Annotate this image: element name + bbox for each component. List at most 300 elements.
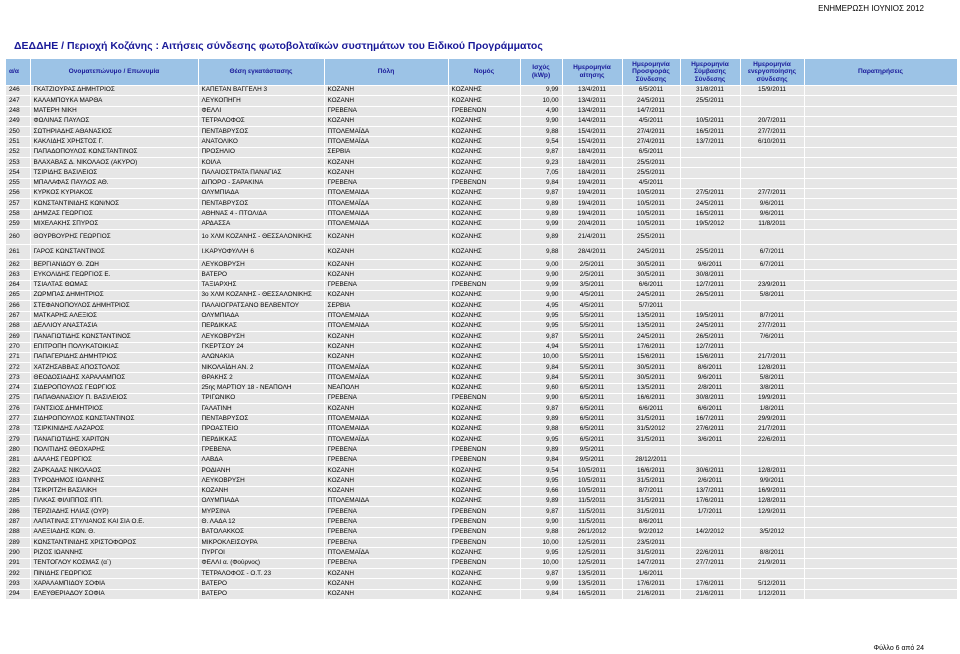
- row-remarks: [804, 579, 957, 589]
- row-city: ΠΤΟΛΕΜΑΪΔΑ: [324, 435, 448, 445]
- row-activation-date: 12/9/2011: [740, 507, 804, 517]
- row-prefecture: ΚΟΖΑΝΗΣ: [448, 127, 520, 137]
- row-contract-date: 17/6/2011: [680, 579, 740, 589]
- row-city: ΠΤΟΛΕΜΑΪΔΑ: [324, 137, 448, 147]
- row-name: ΠΟΛΙΤΙΔΗΣ ΘΕΟΧΑΡΗΣ: [30, 445, 198, 455]
- row-number: 281: [6, 455, 30, 465]
- row-contract-date: 27/5/2011: [680, 188, 740, 198]
- row-remarks: [804, 394, 957, 404]
- row-activation-date: 21/7/2011: [740, 424, 804, 434]
- row-location: ΛΕΥΚΟΠΗΓΗ: [198, 96, 324, 106]
- row-power: 9,95: [520, 321, 562, 331]
- row-application-date: 10/5/2011: [562, 476, 622, 486]
- row-prefecture: ΚΟΖΑΝΗΣ: [448, 404, 520, 414]
- row-location: ΟΛΥΜΠΙΑΔΑ: [198, 311, 324, 321]
- row-power: 4,95: [520, 301, 562, 311]
- row-activation-date: [740, 301, 804, 311]
- row-number: 275: [6, 394, 30, 404]
- table-row: [6, 86, 957, 96]
- row-location: ΠΑΛΑΙΟΣΤΡΑΤΑ ΠΑΝΑΓΙΑΣ: [198, 168, 324, 178]
- row-application-date: 19/4/2011: [562, 178, 622, 188]
- row-number: 292: [6, 569, 30, 579]
- row-location: ΚΑΠΕΤΑΝ ΒΑΓΓΕΛΗ 3: [198, 86, 324, 96]
- row-activation-date: 1/12/2011: [740, 589, 804, 599]
- table-row: [6, 178, 957, 188]
- row-activation-date: 21/9/2011: [740, 558, 804, 568]
- row-prefecture: ΚΟΖΑΝΗΣ: [448, 158, 520, 168]
- row-activation-date: 1/8/2011: [740, 404, 804, 414]
- row-number: 252: [6, 147, 30, 157]
- row-activation-date: [740, 342, 804, 352]
- row-prefecture: ΚΟΖΑΝΗΣ: [448, 383, 520, 393]
- row-name: ΣΤΕΦΑΝΟΠΟΥΛΟΣ ΔΗΜΗΤΡΙΟΣ: [30, 301, 198, 311]
- row-number: 285: [6, 496, 30, 506]
- row-prefecture: ΚΟΖΑΝΗΣ: [448, 435, 520, 445]
- row-application-date: 21/4/2011: [562, 230, 622, 245]
- row-activation-date: 7/6/2011: [740, 332, 804, 342]
- table-row: [6, 414, 957, 424]
- row-activation-date: [740, 147, 804, 157]
- col-header-offer-date: Ημερομηνία Προσφοράς Σύνδεσης: [622, 59, 680, 86]
- row-number: 283: [6, 476, 30, 486]
- row-application-date: 2/5/2011: [562, 270, 622, 280]
- row-city: ΓΡΕΒΕΝΑ: [324, 445, 448, 455]
- table-row: [6, 199, 957, 209]
- row-activation-date: [740, 538, 804, 548]
- row-city: ΓΡΕΒΕΝΑ: [324, 394, 448, 404]
- row-offer-date: 10/5/2011: [622, 219, 680, 229]
- row-power: 9,89: [520, 414, 562, 424]
- row-activation-date: 5/8/2011: [740, 373, 804, 383]
- row-remarks: [804, 507, 957, 517]
- row-prefecture: ΓΡΕΒΕΝΩΝ: [448, 538, 520, 548]
- row-activation-date: 3/5/2012: [740, 527, 804, 537]
- table-row: [6, 455, 957, 465]
- row-number: 286: [6, 507, 30, 517]
- row-offer-date: 21/6/2011: [622, 589, 680, 599]
- row-remarks: [804, 404, 957, 414]
- col-header-city: Πόλη: [324, 59, 448, 86]
- row-power: 9,88: [520, 245, 562, 260]
- row-location: ΑΛΩΝΑΚΙΑ: [198, 352, 324, 362]
- row-activation-date: 6/7/2011: [740, 260, 804, 270]
- row-remarks: [804, 321, 957, 331]
- row-power: 9,60: [520, 383, 562, 393]
- row-prefecture: ΚΟΖΑΝΗΣ: [448, 199, 520, 209]
- row-application-date: 5/5/2011: [562, 342, 622, 352]
- row-power: 9,99: [520, 219, 562, 229]
- row-number: 287: [6, 517, 30, 527]
- row-location: ΠΑΛΑΙΟΓΡΑΤΣΑΝΟ ΒΕΛΒΕΝΤΟΥ: [198, 301, 324, 311]
- row-contract-date: [680, 158, 740, 168]
- row-remarks: [804, 137, 957, 147]
- row-prefecture: ΚΟΖΑΝΗΣ: [448, 424, 520, 434]
- row-application-date: 13/4/2011: [562, 106, 622, 116]
- row-number: 259: [6, 219, 30, 229]
- table-row: [6, 321, 957, 331]
- row-activation-date: 15/9/2011: [740, 86, 804, 96]
- row-location: ΓΑΛΑΤΙΝΗ: [198, 404, 324, 414]
- row-prefecture: ΚΟΖΑΝΗΣ: [448, 332, 520, 342]
- row-offer-date: 10/5/2011: [622, 199, 680, 209]
- table-row: [6, 270, 957, 280]
- row-offer-date: 6/6/2011: [622, 280, 680, 290]
- row-offer-date: 30/5/2011: [622, 260, 680, 270]
- row-name: ΘΕΟΔΟΣΙΑΔΗΣ ΧΑΡΑΛΑΜΠΟΣ: [30, 373, 198, 383]
- row-prefecture: ΚΟΖΑΝΗΣ: [448, 548, 520, 558]
- row-name: ΠΙΝΙΔΗΣ ΓΕΩΡΓΙΟΣ: [30, 569, 198, 579]
- row-offer-date: 31/5/2011: [622, 548, 680, 558]
- row-power: 9,90: [520, 291, 562, 301]
- table-row: [6, 342, 957, 352]
- row-application-date: 18/4/2011: [562, 168, 622, 178]
- row-number: 247: [6, 96, 30, 106]
- row-remarks: [804, 455, 957, 465]
- row-number: 270: [6, 342, 30, 352]
- row-name: ΔΑΛΑΗΣ ΓΕΩΡΓΙΟΣ: [30, 455, 198, 465]
- row-name: ΔΕΛΛΙΟΥ ΑΝΑΣΤΑΣΙΑ: [30, 321, 198, 331]
- row-prefecture: ΓΡΕΒΕΝΩΝ: [448, 507, 520, 517]
- row-prefecture: ΚΟΖΑΝΗΣ: [448, 579, 520, 589]
- row-name: ΛΑΠΑΤΙΝΑΣ ΣΤΥΛΙΑΝΟΣ ΚΑΙ ΣΙΑ Ο.Ε.: [30, 517, 198, 527]
- row-name: ΠΑΠΑΘΑΝΑΣΙΟΥ Π. ΒΑΣΙΛΕΙΟΣ: [30, 394, 198, 404]
- table-row: [6, 404, 957, 414]
- row-remarks: [804, 178, 957, 188]
- row-name: ΤΣΙΑΛΤΑΣ ΘΩΜΑΣ: [30, 280, 198, 290]
- row-remarks: [804, 538, 957, 548]
- row-application-date: 18/4/2011: [562, 147, 622, 157]
- row-offer-date: 13/5/2011: [622, 311, 680, 321]
- row-prefecture: ΓΡΕΒΕΝΩΝ: [448, 558, 520, 568]
- row-city: ΚΟΖΑΝΗ: [324, 96, 448, 106]
- row-number: 279: [6, 435, 30, 445]
- row-contract-date: 21/6/2011: [680, 589, 740, 599]
- row-prefecture: ΚΟΖΑΝΗΣ: [448, 86, 520, 96]
- row-remarks: [804, 342, 957, 352]
- row-prefecture: ΚΟΖΑΝΗΣ: [448, 137, 520, 147]
- header-row: [6, 59, 957, 86]
- col-header-activation-date: Ημερομηνία ενεργοποίησης σύνδεσης: [740, 59, 804, 86]
- row-power: 9,87: [520, 147, 562, 157]
- row-power: 9,90: [520, 394, 562, 404]
- row-remarks: [804, 383, 957, 393]
- row-contract-date: [680, 445, 740, 455]
- row-remarks: [804, 116, 957, 126]
- row-name: ΓΑΡΟΣ ΚΩΝΣΤΑΝΤΙΝΟΣ: [30, 245, 198, 260]
- row-contract-date: 26/5/2011: [680, 291, 740, 301]
- row-activation-date: 12/8/2011: [740, 363, 804, 373]
- row-power: 9,95: [520, 476, 562, 486]
- row-location: ΒΑΤΕΡΟ: [198, 579, 324, 589]
- row-contract-date: 15/6/2011: [680, 352, 740, 362]
- row-name: ΣΩΤΗΡΙΑΔΗΣ ΑΘΑΝΑΣΙΟΣ: [30, 127, 198, 137]
- row-contract-date: 26/5/2011: [680, 332, 740, 342]
- row-activation-date: 27/7/2011: [740, 321, 804, 331]
- table-row: [6, 548, 957, 558]
- table-row: [6, 332, 957, 342]
- row-prefecture: ΚΟΖΑΝΗΣ: [448, 414, 520, 424]
- row-name: ΣΙΔΗΡΟΠΟΥΛΟΣ ΚΩΝΣΤΑΝΤΙΝΟΣ: [30, 414, 198, 424]
- row-remarks: [804, 230, 957, 245]
- row-power: 9,84: [520, 455, 562, 465]
- row-city: ΓΡΕΒΕΝΑ: [324, 507, 448, 517]
- row-application-date: 26/1/2012: [562, 527, 622, 537]
- row-remarks: [804, 569, 957, 579]
- row-power: 9,89: [520, 230, 562, 245]
- row-offer-date: [622, 445, 680, 455]
- row-prefecture: ΚΟΖΑΝΗΣ: [448, 270, 520, 280]
- row-contract-date: 9/6/2011: [680, 260, 740, 270]
- row-city: ΣΕΡΒΙΑ: [324, 147, 448, 157]
- row-number: 276: [6, 404, 30, 414]
- row-location: ΜΥΡΣΙΝΑ: [198, 507, 324, 517]
- row-number: 284: [6, 486, 30, 496]
- row-remarks: [804, 86, 957, 96]
- table-row: [6, 188, 957, 198]
- table-row: [6, 363, 957, 373]
- table-row: [6, 476, 957, 486]
- row-offer-date: 30/5/2011: [622, 373, 680, 383]
- row-activation-date: 27/7/2011: [740, 127, 804, 137]
- row-power: 9,95: [520, 548, 562, 558]
- row-prefecture: ΚΟΖΑΝΗΣ: [448, 496, 520, 506]
- row-number: 294: [6, 589, 30, 599]
- row-remarks: [804, 106, 957, 116]
- row-contract-date: [680, 106, 740, 116]
- row-application-date: 6/5/2011: [562, 394, 622, 404]
- row-contract-date: 9/6/2011: [680, 373, 740, 383]
- row-prefecture: ΓΡΕΒΕΝΩΝ: [448, 445, 520, 455]
- row-location: ΠΡΟΑΣΤΕΙΟ: [198, 424, 324, 434]
- row-name: ΜΙΧΕΛΑΚΗΣ ΣΠΥΡΟΣ: [30, 219, 198, 229]
- row-application-date: 11/5/2011: [562, 496, 622, 506]
- row-location: ΒΑΤΕΡΟ: [198, 270, 324, 280]
- row-city: ΝΕΑΠΟΛΗ: [324, 383, 448, 393]
- table-row: [6, 291, 957, 301]
- row-city: ΚΟΖΑΝΗ: [324, 466, 448, 476]
- row-power: 9,87: [520, 569, 562, 579]
- row-contract-date: 19/5/2011: [680, 311, 740, 321]
- row-power: 9,89: [520, 209, 562, 219]
- row-number: 266: [6, 301, 30, 311]
- row-contract-date: [680, 147, 740, 157]
- row-remarks: [804, 496, 957, 506]
- row-name: ΕΛΕΥΘΕΡΙΑΔΟΥ ΣΟΦΙΑ: [30, 589, 198, 599]
- row-contract-date: [680, 178, 740, 188]
- row-remarks: [804, 168, 957, 178]
- row-number: 263: [6, 270, 30, 280]
- row-offer-date: 30/5/2011: [622, 363, 680, 373]
- table-row: [6, 116, 957, 126]
- row-contract-date: 2/6/2011: [680, 476, 740, 486]
- row-activation-date: 6/7/2011: [740, 245, 804, 260]
- row-contract-date: [680, 455, 740, 465]
- row-power: 9,87: [520, 404, 562, 414]
- row-offer-date: 14/7/2011: [622, 558, 680, 568]
- row-number: 288: [6, 527, 30, 537]
- row-power: 7,05: [520, 168, 562, 178]
- row-activation-date: 12/8/2011: [740, 496, 804, 506]
- row-location: ΠΡΟΣΗΛΙΟ: [198, 147, 324, 157]
- row-location: ΦΕΛΛΙ α. (Φούρνος): [198, 558, 324, 568]
- row-activation-date: 11/8/2011: [740, 219, 804, 229]
- row-name: ΔΗΜΖΑΣ ΓΕΩΡΓΙΟΣ: [30, 209, 198, 219]
- row-offer-date: 17/6/2011: [622, 342, 680, 352]
- row-offer-date: 4/5/2011: [622, 116, 680, 126]
- row-contract-date: 6/6/2011: [680, 404, 740, 414]
- row-remarks: [804, 414, 957, 424]
- row-activation-date: 9/6/2011: [740, 209, 804, 219]
- row-location: ΤΑΞΙΑΡΧΗΣ: [198, 280, 324, 290]
- row-city: ΚΟΖΑΝΗ: [324, 404, 448, 414]
- row-application-date: 19/4/2011: [562, 209, 622, 219]
- row-number: 246: [6, 86, 30, 96]
- row-application-date: 6/5/2011: [562, 383, 622, 393]
- row-remarks: [804, 332, 957, 342]
- table-row: [6, 147, 957, 157]
- row-prefecture: ΓΡΕΒΕΝΩΝ: [448, 527, 520, 537]
- row-name: ΒΕΡΓΙΑΝΙΔΟΥ Θ. ΖΩΗ: [30, 260, 198, 270]
- row-location: ΛΕΥΚΟΒΡΥΣΗ: [198, 332, 324, 342]
- row-application-date: 5/5/2011: [562, 321, 622, 331]
- row-name: ΑΛΕΞΙΑΔΗΣ ΚΩΝ. Θ.: [30, 527, 198, 537]
- row-city: ΠΤΟΛΕΜΑΪΔΑ: [324, 311, 448, 321]
- row-offer-date: 24/5/2011: [622, 96, 680, 106]
- row-activation-date: 20/7/2011: [740, 116, 804, 126]
- row-prefecture: ΚΟΖΑΝΗΣ: [448, 168, 520, 178]
- row-remarks: [804, 291, 957, 301]
- row-name: ΓΚΑΤΖΙΟΥΡΑΣ ΔΗΜΗΤΡΙΟΣ: [30, 86, 198, 96]
- row-prefecture: ΓΡΕΒΕΝΩΝ: [448, 106, 520, 116]
- row-location: 3ο ΧΛΜ ΚΟΖΑΝΗΣ - ΘΕΣΣΑΛΟΝΙΚΗΣ: [198, 291, 324, 301]
- row-activation-date: 16/9/2011: [740, 486, 804, 496]
- row-power: 9,90: [520, 270, 562, 280]
- row-activation-date: 8/7/2011: [740, 311, 804, 321]
- row-number: 262: [6, 260, 30, 270]
- row-remarks: [804, 527, 957, 537]
- row-prefecture: ΚΟΖΑΝΗΣ: [448, 486, 520, 496]
- row-number: 273: [6, 373, 30, 383]
- row-activation-date: 9/9/2011: [740, 476, 804, 486]
- row-name: ΡΙΖΟΣ ΙΩΑΝΝΗΣ: [30, 548, 198, 558]
- row-location: ΑΡΔΑΣΣΑ: [198, 219, 324, 229]
- row-offer-date: 24/5/2011: [622, 245, 680, 260]
- row-offer-date: 16/6/2011: [622, 466, 680, 476]
- row-location: ΠΕΡΔΙΚΚΑΣ: [198, 321, 324, 331]
- row-city: ΓΡΕΒΕΝΑ: [324, 538, 448, 548]
- table-row: [6, 219, 957, 229]
- row-location: ΤΕΤΡΑΛΟΦΟΣ - Ο.Τ. 23: [198, 569, 324, 579]
- row-location: ΛΕΥΚΟΒΡΥΣΗ: [198, 260, 324, 270]
- row-contract-date: 10/5/2011: [680, 116, 740, 126]
- row-remarks: [804, 435, 957, 445]
- row-application-date: 6/5/2011: [562, 435, 622, 445]
- row-location: ΦΕΛΛΙ: [198, 106, 324, 116]
- row-contract-date: 24/5/2011: [680, 321, 740, 331]
- table-row: [6, 569, 957, 579]
- row-application-date: 10/5/2011: [562, 486, 622, 496]
- row-number: 249: [6, 116, 30, 126]
- row-number: 250: [6, 127, 30, 137]
- table-row: [6, 383, 957, 393]
- row-number: 260: [6, 230, 30, 245]
- row-number: 257: [6, 199, 30, 209]
- row-location: ΤΡΙΓΩΝΙΚΟ: [198, 394, 324, 404]
- row-location: ΚΟΙΛΑ: [198, 158, 324, 168]
- row-city: ΠΤΟΛΕΜΑΪΔΑ: [324, 209, 448, 219]
- row-number: 274: [6, 383, 30, 393]
- row-power: 9,54: [520, 466, 562, 476]
- row-city: ΚΟΖΑΝΗ: [324, 476, 448, 486]
- row-remarks: [804, 188, 957, 198]
- row-power: 4,90: [520, 106, 562, 116]
- row-application-date: 12/5/2011: [562, 558, 622, 568]
- row-activation-date: [740, 178, 804, 188]
- row-location: ΤΕΤΡΑΛΟΦΟΣ: [198, 116, 324, 126]
- row-city: ΚΟΖΑΝΗ: [324, 589, 448, 599]
- table-row: [6, 280, 957, 290]
- row-number: 280: [6, 445, 30, 455]
- row-application-date: 3/5/2011: [562, 280, 622, 290]
- row-name: ΜΠΑΛΑΦΑΣ ΠΑΥΛΟΣ ΑΘ.: [30, 178, 198, 188]
- row-power: 9,88: [520, 424, 562, 434]
- row-prefecture: ΚΟΖΑΝΗΣ: [448, 230, 520, 245]
- row-activation-date: [740, 517, 804, 527]
- row-remarks: [804, 486, 957, 496]
- row-offer-date: 24/5/2011: [622, 291, 680, 301]
- table-row: [6, 466, 957, 476]
- row-number: 261: [6, 245, 30, 260]
- row-activation-date: [740, 168, 804, 178]
- row-activation-date: 29/9/2011: [740, 414, 804, 424]
- row-application-date: 13/4/2011: [562, 86, 622, 96]
- row-power: 9,90: [520, 517, 562, 527]
- row-name: ΚΥΡΚΟΣ ΚΥΡΙΑΚΟΣ: [30, 188, 198, 198]
- row-number: 253: [6, 158, 30, 168]
- row-number: 248: [6, 106, 30, 116]
- row-location: ΠΕΝΤΑΒΡΥΣΟΣ: [198, 127, 324, 137]
- row-contract-date: [680, 538, 740, 548]
- row-remarks: [804, 209, 957, 219]
- row-contract-date: 13/7/2011: [680, 137, 740, 147]
- row-name: ΤΕΝΤΟΓΛΟΥ ΚΟΣΜΑΣ (α΄): [30, 558, 198, 568]
- row-power: 10,00: [520, 538, 562, 548]
- row-application-date: 13/4/2011: [562, 96, 622, 106]
- row-number: 256: [6, 188, 30, 198]
- row-offer-date: 10/5/2011: [622, 188, 680, 198]
- row-number: 278: [6, 424, 30, 434]
- row-power: 9,84: [520, 178, 562, 188]
- row-application-date: 12/5/2011: [562, 548, 622, 558]
- table-row: [6, 486, 957, 496]
- row-application-date: 11/5/2011: [562, 507, 622, 517]
- row-name: ΠΑΠΑΔΟΠΟΥΛΟΣ ΚΩΝΣΤΑΝΤΙΝΟΣ: [30, 147, 198, 157]
- row-name: ΤΣΙΚΡΙΤΖΗ ΒΑΣΙΛΙΚΗ: [30, 486, 198, 496]
- row-offer-date: 5/7/2011: [622, 301, 680, 311]
- row-name: ΕΥΚΟΛΙΔΗΣ ΓΕΩΡΓΙΟΣ Ε.: [30, 270, 198, 280]
- row-remarks: [804, 363, 957, 373]
- row-name: ΖΑΡΚΑΔΑΣ ΝΙΚΟΛΑΟΣ: [30, 466, 198, 476]
- row-application-date: 5/5/2011: [562, 363, 622, 373]
- row-contract-date: 12/7/2011: [680, 280, 740, 290]
- row-location: Θ. ΛΑΔΑ 12: [198, 517, 324, 527]
- row-number: 272: [6, 363, 30, 373]
- row-application-date: 19/4/2011: [562, 199, 622, 209]
- row-location: ΒΑΤΟΛΑΚΚΟΣ: [198, 527, 324, 537]
- row-city: ΚΟΖΑΝΗ: [324, 342, 448, 352]
- row-application-date: 9/5/2011: [562, 455, 622, 465]
- row-city: ΠΤΟΛΕΜΑΪΔΑ: [324, 188, 448, 198]
